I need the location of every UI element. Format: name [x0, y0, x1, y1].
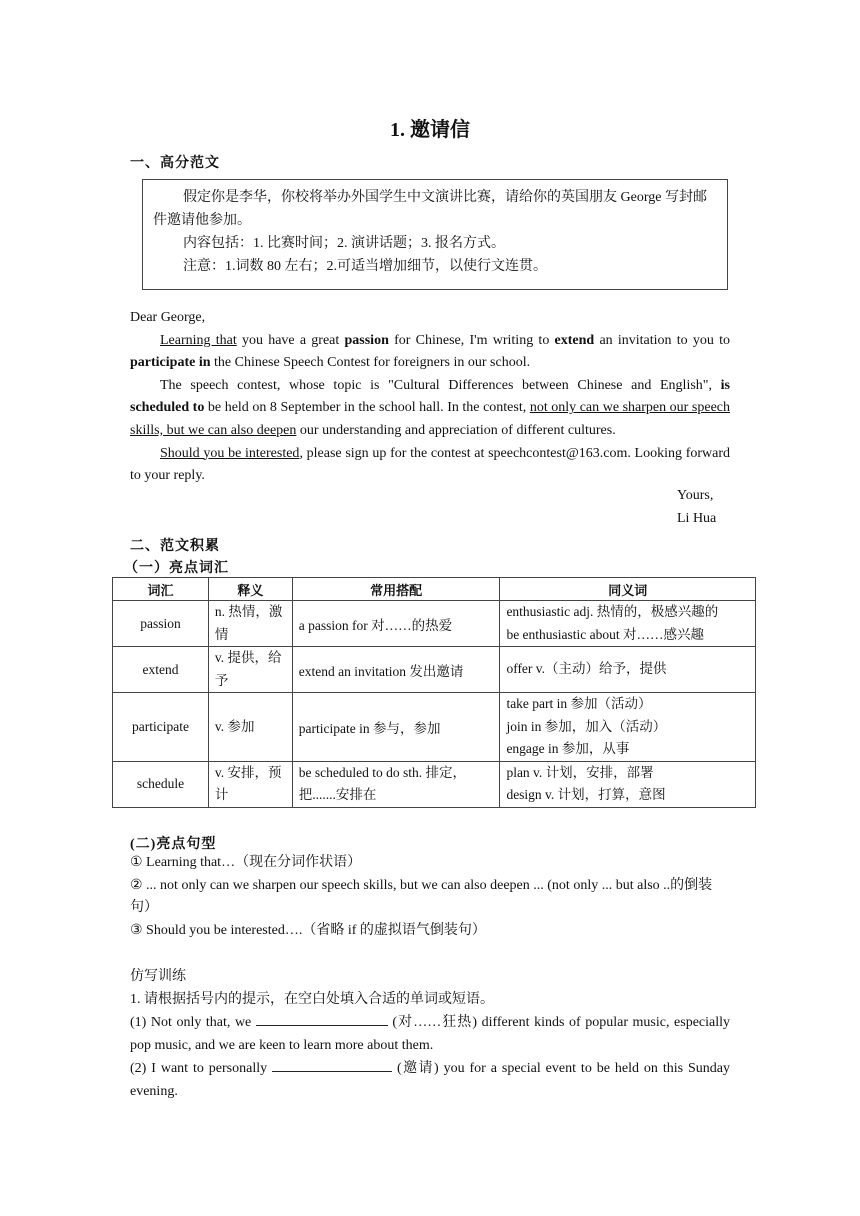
- letter-text: our understanding and appreciation of different cultures.: [296, 422, 616, 438]
- letter-text: be held on 8 September in the school hall. In the contest,: [204, 400, 530, 416]
- meaning-cell: v. 提供，给予: [208, 647, 292, 693]
- task-box: [142, 179, 728, 290]
- synonym-item: engage in 参加，从事: [506, 741, 630, 756]
- collocation-cell: a passion for 对……的热爱: [292, 601, 500, 647]
- collocation-cell: extend an invitation 发出邀请: [292, 647, 500, 693]
- task-line-3: 注意：1.词数 80 左右；2.可适当增加细节，以使行文连贯。: [183, 259, 547, 274]
- letter-paragraph-2: [130, 375, 730, 443]
- practice-section: [130, 966, 730, 1104]
- word-cell: passion: [113, 601, 209, 647]
- subsection-heading-sentences: (二)亮点句型: [130, 837, 217, 852]
- table-header-row: [113, 578, 756, 601]
- letter-signature: Li Hua: [677, 511, 717, 526]
- vocabulary-table: [112, 577, 756, 808]
- subsection-heading-vocabulary: （一）亮点词汇: [124, 561, 229, 576]
- table-row: [113, 647, 756, 693]
- pattern-item: ③ Should you be interested….（省略 if 的虚拟语气倒装句）: [130, 922, 486, 938]
- keyword: extend: [554, 332, 595, 348]
- question-text: different kinds of popular music, especially pop music, and we are keen to learn more about them.: [130, 1015, 731, 1053]
- synonym-cell: [500, 647, 756, 693]
- collocation-cell: be scheduled to do sth. 排定，把.......安排在: [292, 761, 500, 807]
- highlight-phrase: Learning that: [160, 332, 237, 348]
- sentence-patterns: [130, 852, 730, 942]
- synonym-item: be enthusiastic about 对……感兴趣: [506, 626, 705, 642]
- pattern-item: ① Learning that…（现在分词作状语）: [130, 855, 362, 870]
- column-header: 常用搭配: [292, 578, 500, 601]
- word-cell: extend: [113, 647, 209, 693]
- letter-greeting: Dear George,: [130, 310, 206, 325]
- model-letter: [130, 307, 730, 488]
- column-header: 词汇: [113, 578, 209, 601]
- table-row: [113, 761, 756, 807]
- practice-heading: 仿写训练: [130, 969, 186, 984]
- practice-question-2: [130, 1057, 730, 1103]
- section-heading-model-essay: 一、高分范文: [130, 156, 220, 171]
- question-hint: (对……狂热): [392, 1015, 478, 1031]
- synonym-item: enthusiastic adj. 热情的，极感兴趣的: [506, 604, 719, 619]
- synonym-item: design v. 计划，打算，意图: [506, 787, 666, 802]
- synonym-item: plan v. 计划，安排，部署: [506, 764, 654, 780]
- column-header: 释义: [208, 578, 292, 601]
- highlight-phrase: Should you be interested: [160, 445, 300, 461]
- keyword: passion: [344, 332, 389, 348]
- synonym-cell: [500, 601, 756, 647]
- table-row: [113, 601, 756, 647]
- word-cell: schedule: [113, 761, 209, 807]
- letter-text: an invitation to you to: [594, 332, 730, 348]
- question-text: (1) Not only that, we: [130, 1015, 252, 1031]
- page-title: 1. 邀请信: [390, 119, 470, 141]
- meaning-cell: v. 安排，预计: [208, 761, 292, 807]
- letter-text: , please sign up for the contest at speechcontest@163.com. Looking forward to your reply.: [130, 445, 731, 484]
- word-cell: participate: [113, 693, 209, 762]
- pattern-item: ② ... not only can we sharpen our speech skills, but we can also deepen ... (not only ... but also ..的倒装句）: [130, 877, 713, 916]
- synonym-cell: [500, 761, 756, 807]
- practice-question-1: [130, 1011, 730, 1057]
- synonym-item: take part in 参加（活动）: [506, 696, 652, 711]
- task-line-2: 内容包括：1. 比赛时间；2. 演讲话题；3. 报名方式。: [183, 236, 505, 251]
- answer-blank[interactable]: [256, 1011, 388, 1026]
- table-row: [113, 693, 756, 762]
- letter-text: the Chinese Speech Contest for foreigners in our school.: [210, 355, 531, 371]
- column-header: 同义词: [500, 578, 756, 601]
- letter-paragraph-3: [130, 443, 730, 488]
- practice-instruction: 1. 请根据括号内的提示，在空白处填入合适的单词或短语。: [130, 991, 494, 1007]
- meaning-cell: v. 参加: [208, 693, 292, 762]
- letter-text: The speech contest, whose topic is "Cultural Differences between Chinese and English",: [160, 377, 721, 393]
- task-line-1: 假定你是李华，你校将举办外国学生中文演讲比赛，请给你的英国朋友 George 写封邮件邀请他参加。: [153, 190, 707, 228]
- collocation-cell: participate in 参与，参加: [292, 693, 500, 762]
- question-text: (2) I want to personally: [130, 1061, 268, 1077]
- meaning-cell: n. 热情，激情: [208, 601, 292, 647]
- highlight-phrase: not only can we sharpen our speech skills, but we can also deepen: [130, 400, 730, 438]
- question-text: you for a special event to be held on this Sunday evening.: [130, 1061, 731, 1099]
- letter-text: for Chinese, I'm writing to: [388, 332, 555, 348]
- synonym-cell: [500, 693, 756, 762]
- answer-blank[interactable]: [272, 1057, 392, 1072]
- letter-paragraph-1: [130, 330, 730, 375]
- keyword: participate in: [130, 355, 211, 371]
- keyword: is scheduled to: [130, 377, 730, 416]
- section-heading-accumulation: 二、范文积累: [130, 539, 220, 554]
- letter-closing: Yours,: [677, 488, 714, 503]
- question-hint: (邀请): [397, 1061, 439, 1077]
- letter-text: you have a great: [236, 332, 345, 348]
- synonym-item: join in 参加，加入（活动）: [506, 718, 667, 734]
- synonym-item: offer v.（主动）给予，提供: [506, 661, 667, 677]
